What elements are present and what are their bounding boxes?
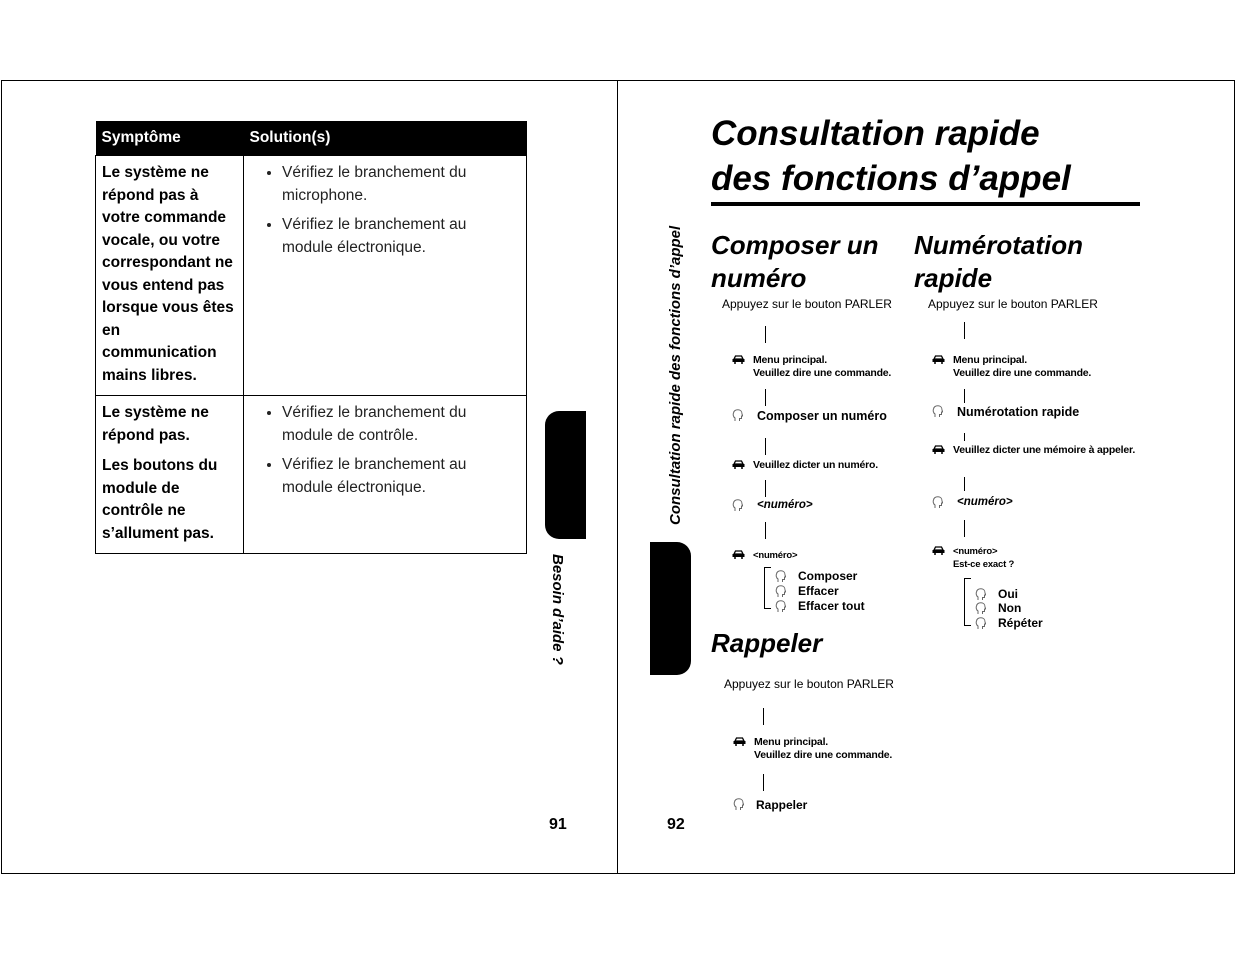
solution-cell xyxy=(244,156,527,396)
title-rule xyxy=(711,202,1140,206)
flow-connector xyxy=(964,433,965,441)
system-prompt-line: Veuillez dire une commande. xyxy=(754,749,893,761)
troubleshooting-table xyxy=(95,121,527,554)
speech-head-icon xyxy=(975,617,986,630)
option-item xyxy=(975,587,1018,601)
symptom-header: Symptôme xyxy=(96,121,244,156)
flow-connector xyxy=(964,322,965,339)
system-prompt-line: Menu principal. xyxy=(953,354,1028,366)
composer-title-line1: Composer un xyxy=(711,230,879,260)
speech-head-icon xyxy=(932,496,943,509)
flow-connector xyxy=(964,477,965,491)
option-item xyxy=(775,599,865,613)
option-label: Composer xyxy=(798,569,858,583)
flow-connector xyxy=(964,389,965,403)
side-label: Consultation rapide des fonctions d’appel xyxy=(667,225,684,525)
options-bracket xyxy=(964,578,971,626)
option-item xyxy=(775,584,839,598)
rapide-system-step xyxy=(932,545,1014,571)
option-item xyxy=(775,569,857,583)
flow-connector xyxy=(763,708,764,725)
flow-connector xyxy=(763,774,764,791)
user-command: Numérotation rapide xyxy=(957,405,1080,419)
section-label: Besoin d’aide ? xyxy=(549,554,566,665)
car-icon xyxy=(932,546,945,555)
option-label: Effacer tout xyxy=(798,599,865,613)
car-icon xyxy=(932,355,945,364)
composer-system-step xyxy=(732,354,891,380)
option-label: Répéter xyxy=(998,616,1043,630)
section-tab xyxy=(545,411,586,539)
user-command: Composer un numéro xyxy=(757,409,887,423)
page-number: 92 xyxy=(667,816,685,833)
car-icon xyxy=(732,355,745,364)
flow-connector xyxy=(765,438,766,455)
car-icon xyxy=(732,550,745,559)
car-icon xyxy=(732,460,745,469)
rappeler-title: Rappeler xyxy=(711,628,823,658)
system-prompt-line: Veuillez dire une commande. xyxy=(753,367,892,379)
speech-head-icon xyxy=(975,602,986,615)
speech-head-icon xyxy=(932,405,943,418)
system-prompt-line: Est-ce exact ? xyxy=(953,559,1015,570)
options-bracket xyxy=(764,567,771,609)
composer-user-step xyxy=(732,499,813,512)
rappeler-start: Appuyez sur le bouton PARLER xyxy=(724,677,894,691)
system-prompt: <numéro> xyxy=(753,550,798,561)
system-prompt xyxy=(953,545,1014,571)
solution-cell xyxy=(244,396,527,554)
symptom-text: Le système ne répond pas à votre commande vocale, ou votre correspondant ne vous entend pas lorsque vous êtes en communication mains libres. xyxy=(102,164,234,384)
system-prompt: Veuillez dicter une mémoire à appeler. xyxy=(953,444,1136,456)
user-command: <numéro> xyxy=(757,499,813,511)
symptom-cell xyxy=(96,396,244,554)
rapide-title-line2: rapide xyxy=(914,263,993,293)
solution-item: • Vérifiez le branchement au module électronique. xyxy=(282,214,520,259)
system-prompt-line: <numéro> xyxy=(953,546,998,557)
user-command: <numéro> xyxy=(957,496,1013,508)
system-prompt-line: Veuillez dire une commande. xyxy=(953,367,1092,379)
car-icon xyxy=(733,737,746,746)
page-title xyxy=(711,111,1071,201)
system-prompt: Veuillez dicter un numéro. xyxy=(753,459,878,471)
option-item xyxy=(975,601,1021,615)
option-item xyxy=(975,616,1043,630)
flow-connector xyxy=(964,520,965,537)
user-command: Rappeler xyxy=(756,798,808,812)
table-row xyxy=(96,156,527,396)
table-row xyxy=(96,396,527,554)
system-prompt xyxy=(753,354,891,380)
rapide-user-step xyxy=(932,496,1013,509)
solution-item: • Vérifiez le branchement du microphone. xyxy=(282,162,520,207)
rapide-user-step xyxy=(932,405,1079,419)
rappeler-system-step xyxy=(733,736,892,762)
speech-head-icon xyxy=(775,600,786,613)
composer-title-line2: numéro xyxy=(711,263,807,293)
speech-head-icon xyxy=(732,499,743,512)
page-title-line2: des fonctions d’appel xyxy=(711,159,1071,198)
symptom-text: Les boutons du module de contrôle ne s’allument pas. xyxy=(102,457,218,542)
table-header-row xyxy=(96,121,527,156)
option-label: Non xyxy=(998,601,1022,615)
speech-head-icon xyxy=(775,585,786,598)
section-tab xyxy=(650,542,691,675)
flow-connector xyxy=(765,326,766,343)
composer-start: Appuyez sur le bouton PARLER xyxy=(722,297,892,311)
solution-item: • Vérifiez le branchement au module électronique. xyxy=(282,454,520,499)
page-number: 91 xyxy=(549,816,567,833)
rapide-title-line1: Numérotation xyxy=(914,230,1083,260)
flow-connector xyxy=(765,480,766,497)
car-icon xyxy=(932,445,945,454)
page-title-line1: Consultation rapide xyxy=(711,114,1040,153)
composer-user-step xyxy=(732,409,887,423)
rapide-title xyxy=(914,229,1083,295)
system-prompt-line: Menu principal. xyxy=(753,354,828,366)
speech-head-icon xyxy=(775,570,786,583)
system-prompt xyxy=(953,354,1091,380)
speech-head-icon xyxy=(975,588,986,601)
rapide-system-step xyxy=(932,444,1135,457)
flow-connector xyxy=(765,389,766,406)
rapide-system-step xyxy=(932,354,1091,380)
option-label: Oui xyxy=(998,587,1018,601)
symptom-text: Le système ne répond pas. xyxy=(102,404,209,444)
rapide-start: Appuyez sur le bouton PARLER xyxy=(928,297,1098,311)
solution-item: • Vérifiez le branchement du module de contrôle. xyxy=(282,402,520,447)
rappeler-user-step xyxy=(733,798,807,812)
solution-header: Solution(s) xyxy=(244,121,527,156)
system-prompt xyxy=(754,736,892,762)
composer-system-step xyxy=(732,549,797,562)
option-label: Effacer xyxy=(798,584,839,598)
composer-title xyxy=(711,229,879,295)
speech-head-icon xyxy=(732,409,743,422)
flow-connector xyxy=(765,522,766,539)
system-prompt-line: Menu principal. xyxy=(754,736,829,748)
speech-head-icon xyxy=(733,798,744,811)
symptom-cell xyxy=(96,156,244,396)
right-page xyxy=(617,80,1235,874)
composer-system-step xyxy=(732,459,878,472)
left-page xyxy=(1,80,618,874)
